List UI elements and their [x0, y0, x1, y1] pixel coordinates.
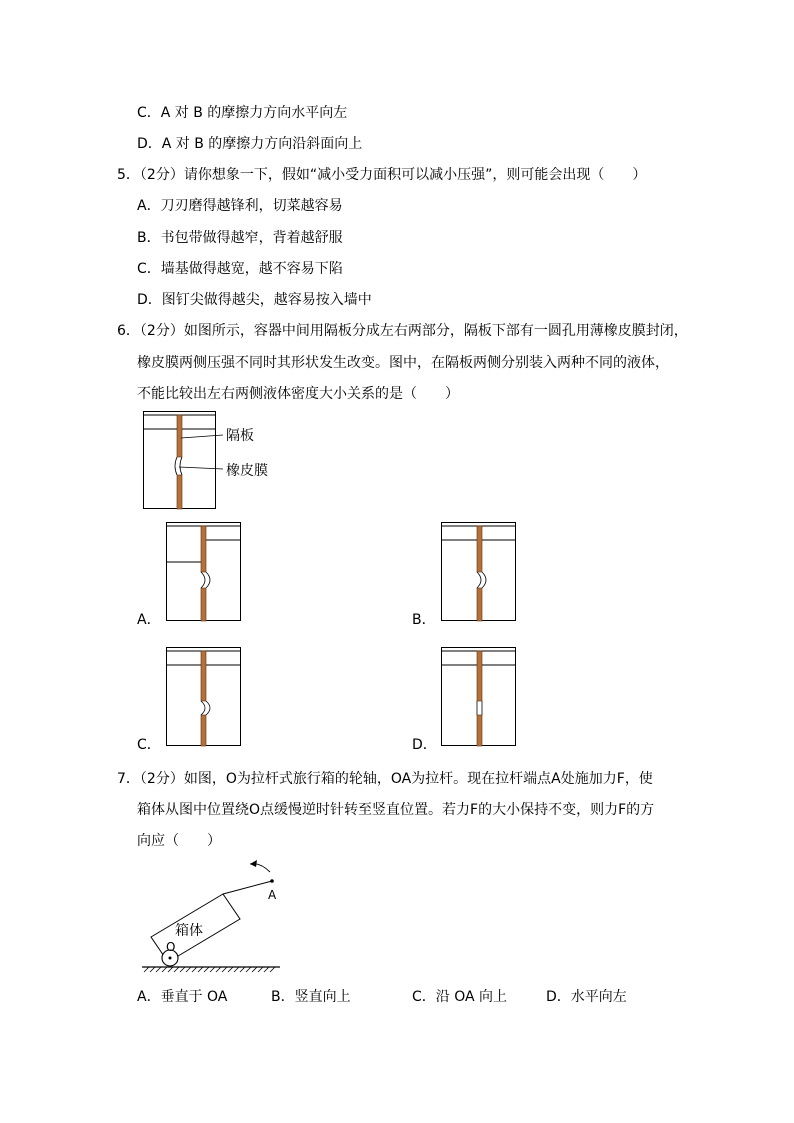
q7-stem-line3: 向应（ ）	[137, 833, 221, 849]
q7-label-o: O	[166, 940, 176, 954]
q5-option-a: A．刀刃磨得越锋利，切菜越容易	[137, 198, 343, 214]
q7-label-box: 箱体	[175, 923, 203, 939]
q7-option-d: D．水平向左	[546, 989, 627, 1005]
q6-option-d-diagram	[441, 647, 517, 747]
q5-option-c: C．墙基做得越宽，越不容易下陷	[137, 261, 343, 277]
q6-label-partition: 隔板	[226, 428, 254, 444]
q7-option-a: A．垂直于 OA	[137, 989, 228, 1005]
q7-stem-line2: 箱体从图中位置绕O点缓慢逆时针转至竖直位置。若力F的大小保持不变，则力F的方	[137, 802, 655, 818]
q6-stem-line3: 不能比较出左右两侧液体密度大小关系的是（ ）	[137, 386, 459, 402]
q7-luggage-diagram	[140, 858, 285, 978]
q6-option-c-diagram	[166, 647, 242, 747]
q6-option-c-label: C．	[137, 737, 161, 753]
q5-option-d: D．图钉尖做得越尖，越容易按入墙中	[137, 292, 372, 308]
q7-stem-line1: 7．（2分）如图，O为拉杆式旅行箱的轮轴，OA为拉杆。现在拉杆端点A处施加力F，使	[117, 771, 653, 787]
q6-label-membrane: 橡皮膜	[226, 463, 268, 479]
q6-main-diagram	[143, 411, 223, 511]
q6-option-b-label: B．	[412, 612, 436, 628]
q5-option-b: B．书包带做得越窄，背着越舒服	[137, 230, 343, 246]
q5-stem: 5．（2分）请你想象一下，假如“减小受力面积可以减小压强”，则可能会出现（ ）	[117, 167, 647, 183]
q6-option-b-diagram	[441, 522, 517, 622]
q4-option-d: D．A 对 B 的摩擦力方向沿斜面向上	[137, 136, 363, 152]
q7-label-a: A	[268, 888, 277, 902]
q6-option-a-diagram	[166, 522, 242, 622]
q7-option-b: B．竖直向上	[271, 989, 351, 1005]
q6-option-d-label: D．	[412, 737, 437, 753]
q4-option-c: C．A 对 B 的摩擦力方向水平向左	[137, 105, 348, 121]
q6-stem-line2: 橡皮膜两侧压强不同时其形状发生改变。图中，在隔板两侧分别装入两种不同的液体，	[137, 355, 669, 371]
q6-stem-line1: 6．（2分）如图所示，容器中间用隔板分成左右两部分，隔板下部有一圆孔用薄橡皮膜封闭，	[117, 323, 688, 339]
q6-option-a-label: A．	[137, 612, 161, 628]
q7-option-c: C．沿 OA 向上	[412, 989, 508, 1005]
